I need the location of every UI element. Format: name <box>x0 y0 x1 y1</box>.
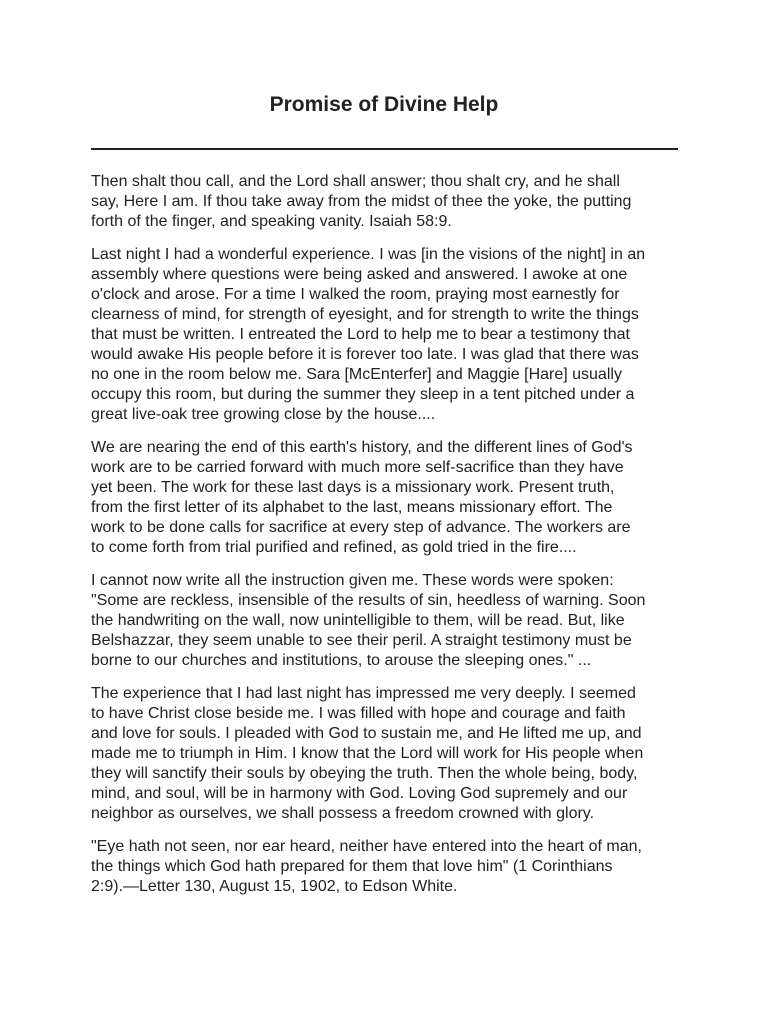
paragraph-instruction: I cannot now write all the instruction given me. These words were spoken: "Some are reckless, insensible of the results of sin, heedless of warning. Soon the handwriting on the wall, now unintelligible to them, will be read. But, like Belshazzar, they seem unable to see their peril. A straight testimony must be borne to our churches and institutions, to arouse the sleeping ones." ... <box>91 572 646 669</box>
paragraph-missionary-work: We are nearing the end of this earth's history, and the different lines of God's work are to be carried forward with much more self-sacrifice than they have yet been. The work for these last days is a missionary work. Present truth, from the first letter of its alphabet to the last, means missionary effort. The work to be done calls for sacrifice at every step of advance. The workers are to come forth from trial purified and refined, as gold tried in the fire.... <box>91 439 633 556</box>
paragraph-closing-quote: "Eye hath not seen, nor ear heard, neither have entered into the heart of man, the things which God hath prepared for them that love him" (1 Corinthians 2:9).—Letter 130, August 15, 1902, to Edson White. <box>91 838 642 895</box>
paragraph-vision: Last night I had a wonderful experience. I was [in the visions of the night] in an assembly where questions were being asked and answered. I awoke at one o'clock and arose. For a time I walked the room, praying most earnestly for clearness of mind, for strength of eyesight, and for strength to write the things that must be written. I entreated the Lord to help me to bear a testimony that would awake His people before it is forever too late. I was glad that there was no one in the room below me. Sara [McEnterfer] and Maggie [Hare] usually occupy this room, but during the summer they sleep in a tent pitched under a great live-oak tree growing close by the house.... <box>91 246 646 423</box>
paragraph-experience: The experience that I had last night has impressed me very deeply. I seemed to have Christ close beside me. I was filled with hope and courage and faith and love for souls. I pleaded with God to sustain me, and He lifted me up, and made me to triumph in Him. I know that the Lord will work for His people when they will sanctify their souls by obeying the truth. Then the whole being, body, mind, and soul, will be in harmony with God. Loving God supremely and our neighbor as ourselves, we shall possess a freedom crowned with glory. <box>91 685 644 822</box>
title-divider <box>91 148 678 150</box>
paragraph-scripture: Then shalt thou call, and the Lord shall answer; thou shalt cry, and he shall say, Here I am. If thou take away from the midst of thee the yoke, the putting forth of the finger, and speaking vanity. Isaiah 58:9. <box>91 173 632 230</box>
page-title: Promise of Divine Help <box>269 93 499 116</box>
document-body <box>91 172 683 910</box>
